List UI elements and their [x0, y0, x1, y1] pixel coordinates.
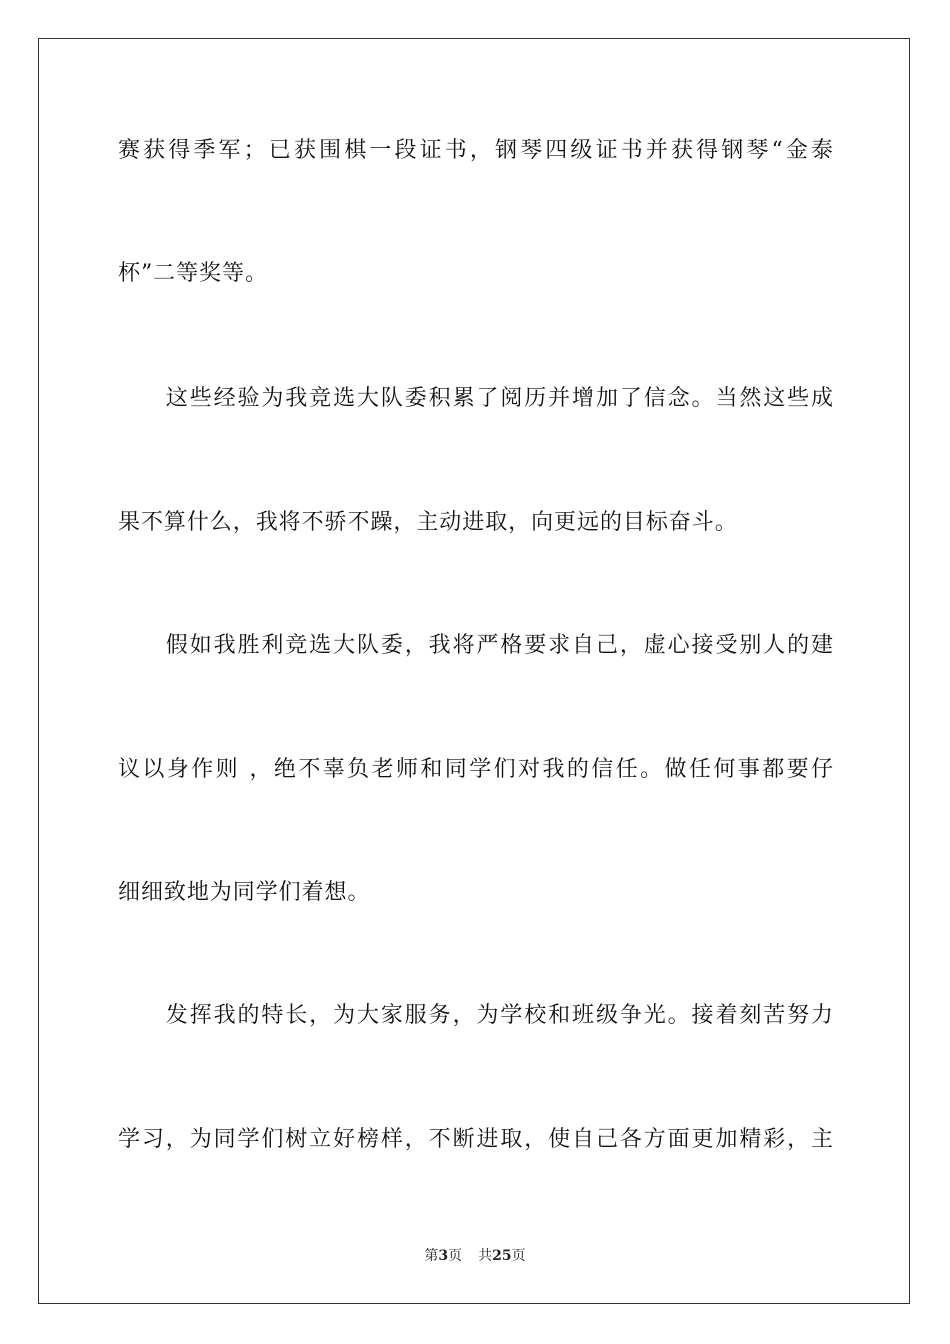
text-line: 议以身作则 ，绝不辜负老师和同学们对我的信任。做任何事都要仔	[118, 757, 834, 782]
total-prefix: 共	[478, 1248, 493, 1264]
text-line: 发挥我的特长，为大家服务，为学校和班级争光。接着刻苦努力	[118, 1003, 834, 1028]
text-line: 假如我胜利竞选大队委，我将严格要求自己，虚心接受别人的建	[118, 633, 834, 658]
text-line: 学习，为同学们树立好榜样，不断进取，使自己各方面更加精彩，主	[118, 1127, 834, 1152]
text-line: 这些经验为我竞选大队委积累了阅历并增加了信念。当然这些成	[118, 386, 834, 411]
text-line: 果不算什么，我将不骄不躁，主动进取，向更远的目标奋斗。	[118, 510, 738, 535]
total-pages: 25	[492, 1248, 512, 1264]
text-line: 细细致地为同学们着想。	[118, 880, 371, 905]
page-footer	[0, 1246, 950, 1266]
page-frame	[38, 38, 910, 1304]
page-number: 3	[438, 1248, 449, 1264]
total-suffix: 页	[511, 1248, 526, 1264]
page-suffix: 页	[448, 1248, 463, 1264]
text-line: 赛获得季军；已获围棋一段证书，钢琴四级证书并获得钢琴“金泰	[118, 138, 834, 163]
page-prefix: 第	[424, 1248, 439, 1264]
text-line: 杯”二等奖等。	[118, 261, 268, 286]
